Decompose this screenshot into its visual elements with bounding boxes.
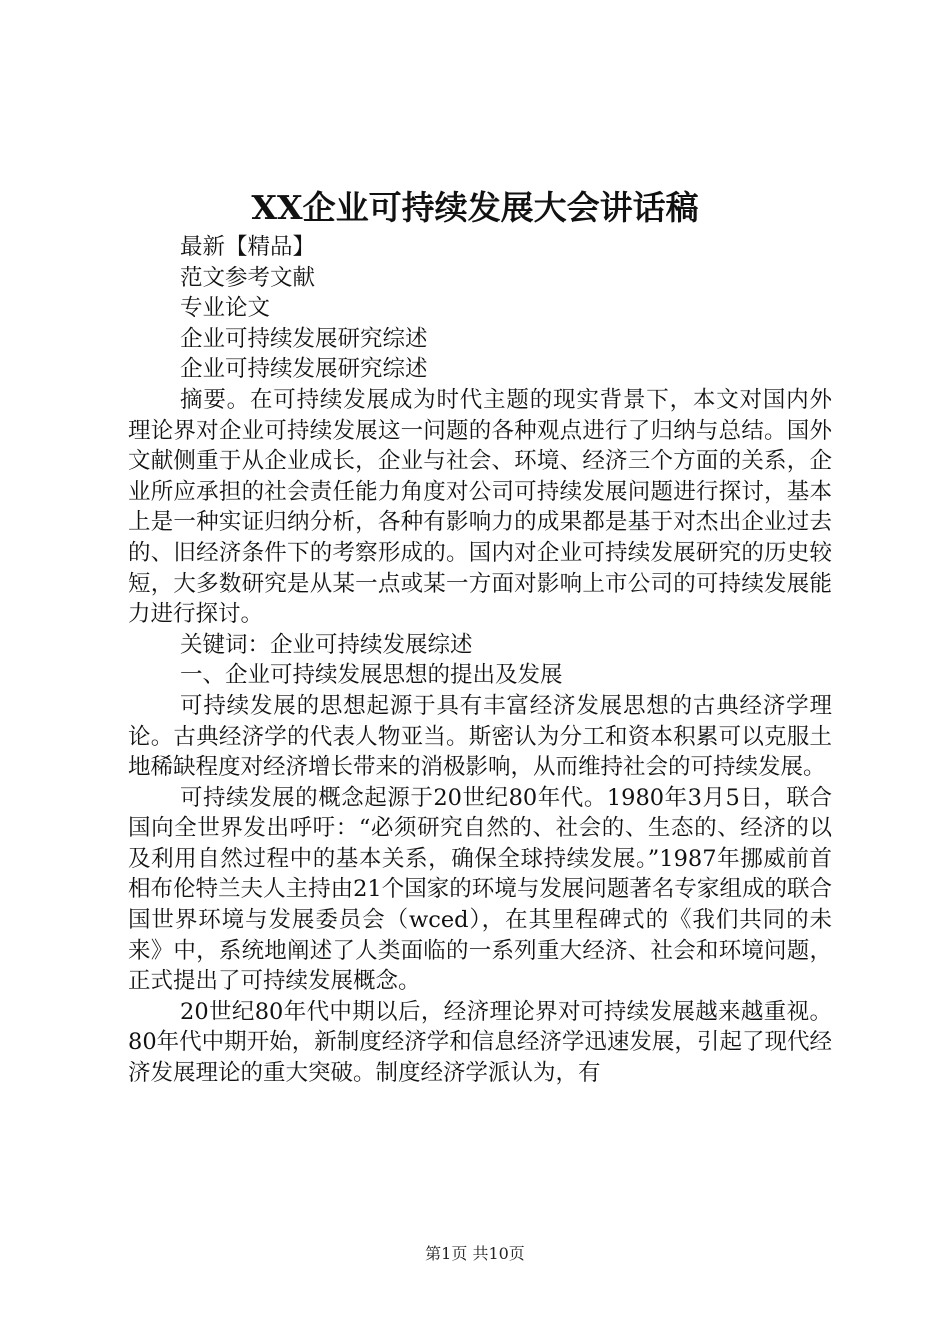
abstract-paragraph: 摘要。在可持续发展成为时代主题的现实背景下，本文对国内外理论界对企业可持续发展这一问题的各种观点进行了归纳与总结。国外文献侧重于从企业成长，企业与社会、环境、经济三个方面的关系，企业所应承担的社会责任能力角度对公司可持续发展问题进行探讨，基本上是一种实证归纳分析，各种有影响力的成果都是基于对杰出企业过去的、旧经济条件下的考察形成的。国内对企业可持续发展研究的历史较短，大多数研究是从某一点或某一方面对影响上市公司的可持续发展能力进行探讨。: [128, 386, 832, 628]
section-heading: 一、企业可持续发展思想的提出及发展: [180, 662, 563, 689]
header-line: 最新【精品】: [180, 234, 316, 260]
body-paragraph: 20世纪80年代中期以后，经济理论界对可持续发展越来越重视。80年代中期开始，新制度经济学和信息经济学迅速发展，引起了现代经济发展理论的重大突破。制度经济学派认为，有: [128, 998, 832, 1087]
header-line: 企业可持续发展研究综述: [180, 325, 428, 352]
header-line: 专业论文: [180, 295, 271, 322]
page-footer: 第1页 共10页: [425, 1244, 525, 1263]
body-paragraph: 可持续发展的概念起源于20世纪80年代。1980年3月5日，联合国向全世界发出呼吁：“必须研究自然的、社会的、生态的、经济的以及利用自然过程中的基本关系，确保全球持续发展。”1987年挪威前首相布伦特兰夫人主持由21个国家的环境与发展问题著名专家组成的联合国世界环境与发展委员会（wced），在其里程碑式的《我们共同的未来》中，系统地阐述了人类面临的一系列重大经济、社会和环境问题，正式提出了可持续发展概念。: [128, 784, 832, 995]
document-title: XX企业可持续发展大会讲话稿: [251, 188, 699, 227]
keywords-line: 关键词：企业可持续发展综述: [180, 631, 473, 658]
document-body: [128, 232, 832, 1089]
body-paragraph: 可持续发展的思想起源于具有丰富经济发展思想的古典经济学理论。古典经济学的代表人物亚当。斯密认为分工和资本积累可以克服土地稀缺程度对经济增长带来的消极影响，从而维持社会的可持续发展。: [128, 692, 832, 781]
header-line: 范文参考文献: [180, 264, 316, 291]
header-line: 企业可持续发展研究综述: [180, 356, 428, 383]
